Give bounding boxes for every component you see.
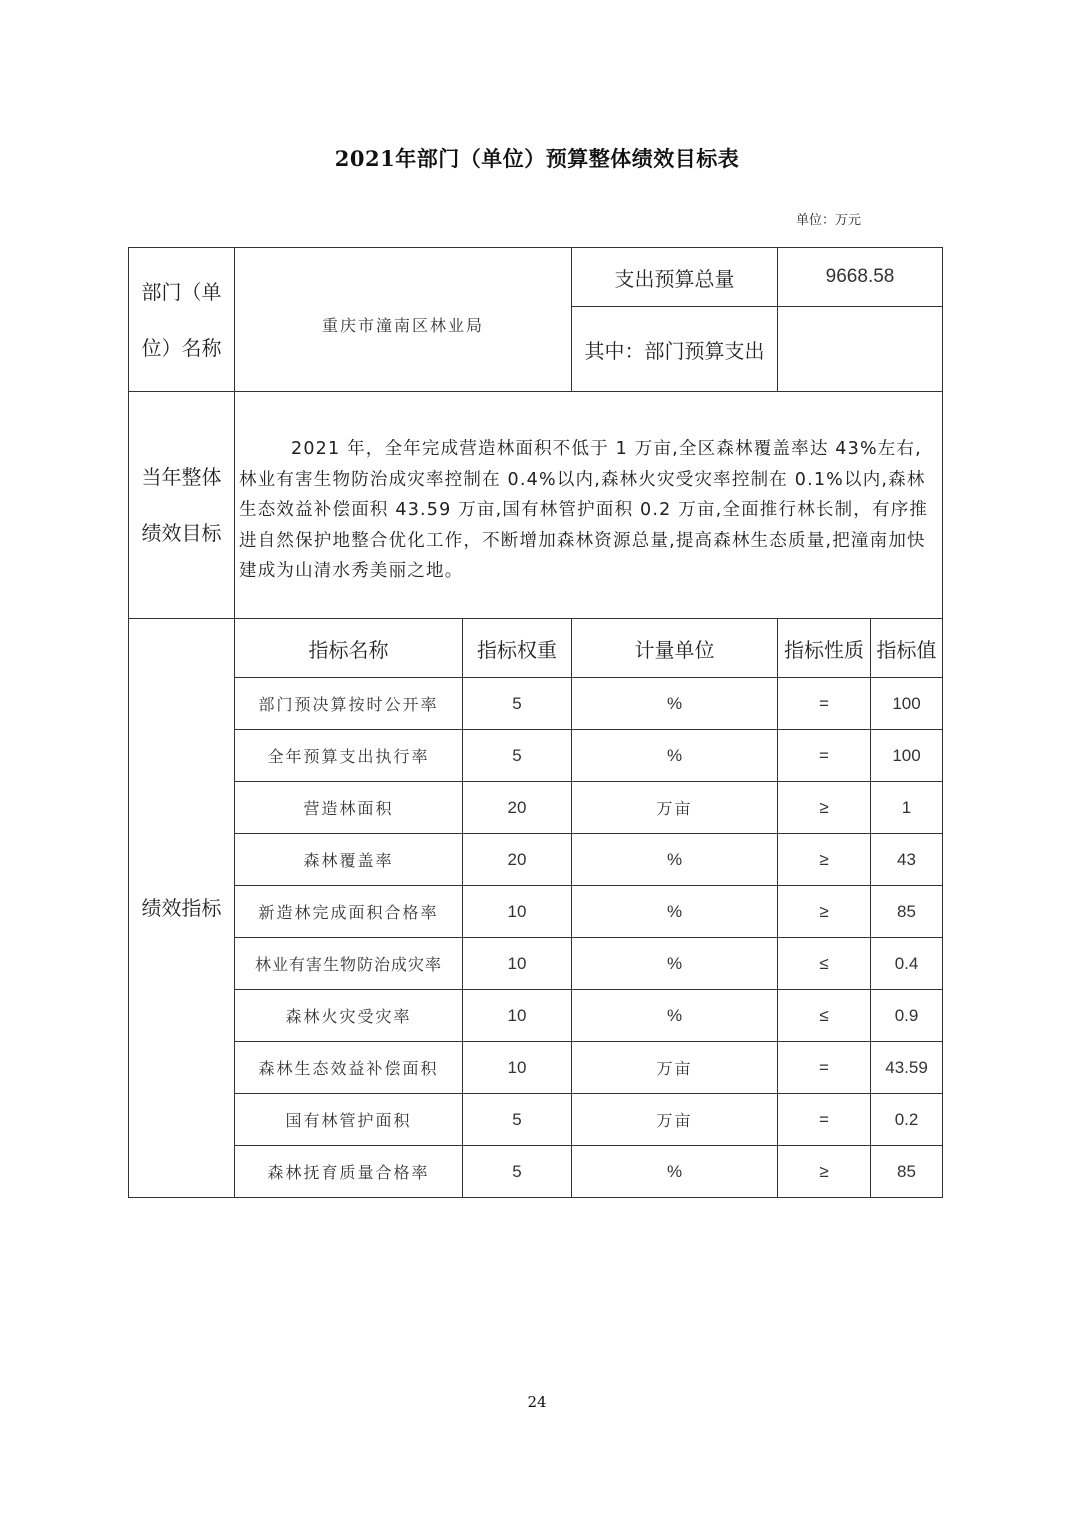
total-budget-label: 支出预算总量	[572, 248, 778, 307]
table-row	[129, 782, 943, 834]
column-header-weight: 指标权重	[463, 619, 572, 678]
indicator-value: 0.2	[871, 1094, 943, 1146]
document-title: 2021年部门（单位）预算整体绩效目标表	[334, 146, 740, 171]
table-row	[129, 990, 943, 1042]
goal-label-cell	[129, 392, 235, 619]
total-budget-value: 9668.58	[778, 248, 943, 307]
goal-label-line1: 当年整体	[141, 465, 222, 489]
indicator-nature: =	[778, 730, 871, 782]
indicator-section-label: 绩效指标	[129, 619, 235, 1198]
indicator-unit: 万亩	[572, 1094, 778, 1146]
indicator-unit: %	[572, 1146, 778, 1198]
indicator-weight: 20	[463, 782, 572, 834]
indicator-header-row	[129, 619, 943, 678]
table-row	[129, 834, 943, 886]
dept-budget-value	[778, 307, 943, 392]
indicator-weight: 5	[463, 678, 572, 730]
indicator-name: 森林抚育质量合格率	[235, 1146, 463, 1198]
indicator-weight: 10	[463, 938, 572, 990]
indicator-name: 国有林管护面积	[235, 1094, 463, 1146]
indicator-value: 0.9	[871, 990, 943, 1042]
indicator-weight: 5	[463, 730, 572, 782]
indicator-nature: =	[778, 1094, 871, 1146]
indicator-value: 0.4	[871, 938, 943, 990]
indicator-nature: =	[778, 1042, 871, 1094]
indicator-name: 全年预算支出执行率	[235, 730, 463, 782]
table-row	[129, 1042, 943, 1094]
dept-name: 重庆市潼南区林业局	[235, 248, 572, 392]
dept-label-line1: 部门（单	[141, 279, 222, 304]
indicator-unit: %	[572, 730, 778, 782]
table-row	[129, 730, 943, 782]
table-row	[129, 1094, 943, 1146]
indicator-unit: %	[572, 938, 778, 990]
indicator-unit: 万亩	[572, 1042, 778, 1094]
dept-label-cell	[129, 248, 235, 392]
indicator-value: 100	[871, 678, 943, 730]
indicator-unit: %	[572, 834, 778, 886]
indicator-unit: %	[572, 990, 778, 1042]
column-header-nature: 指标性质	[778, 619, 871, 678]
dept-label-line2: 位）名称	[141, 335, 222, 360]
indicator-value: 85	[871, 886, 943, 938]
column-header-unit: 计量单位	[572, 619, 778, 678]
indicator-weight: 20	[463, 834, 572, 886]
page-number: 24	[527, 1393, 547, 1411]
goal-text: 2021 年，全年完成营造林面积不低于 1 万亩,全区森林覆盖率达 43%左右,林业有害生物防治成灾率控制在 0.4%以内,森林火灾受灾率控制在 0.1%以内,森林生态效益补偿面积 43.59 万亩,国有林管护面积 0.2 万亩,全面推行林长制，有序推进自然保护地整合优化工作，不断增加森林资源总量,提高森林生态质量,把潼南加快建成为山清水秀美丽之地。	[239, 439, 929, 581]
unit-note: 单位：万元	[796, 213, 862, 228]
goal-label-line2: 绩效目标	[141, 521, 222, 545]
indicator-nature: ≥	[778, 782, 871, 834]
column-header-name: 指标名称	[235, 619, 463, 678]
indicator-nature: ≥	[778, 886, 871, 938]
indicator-nature: ≥	[778, 834, 871, 886]
indicator-value: 43.59	[871, 1042, 943, 1094]
indicator-unit: %	[572, 886, 778, 938]
indicator-unit: 万亩	[572, 782, 778, 834]
indicator-name: 林业有害生物防治成灾率	[235, 938, 463, 990]
performance-target-table	[128, 247, 943, 1198]
dept-row-1	[129, 248, 943, 307]
table-row	[129, 886, 943, 938]
table-row	[129, 678, 943, 730]
indicator-unit: %	[572, 678, 778, 730]
table-row	[129, 938, 943, 990]
indicator-name: 森林覆盖率	[235, 834, 463, 886]
indicator-value: 85	[871, 1146, 943, 1198]
indicator-name: 森林生态效益补偿面积	[235, 1042, 463, 1094]
indicator-value: 1	[871, 782, 943, 834]
indicator-nature: =	[778, 678, 871, 730]
indicator-name: 新造林完成面积合格率	[235, 886, 463, 938]
indicator-nature: ≥	[778, 1146, 871, 1198]
column-header-value: 指标值	[871, 619, 943, 678]
indicator-nature: ≤	[778, 938, 871, 990]
indicator-name: 营造林面积	[235, 782, 463, 834]
indicator-weight: 5	[463, 1146, 572, 1198]
indicator-weight: 5	[463, 1094, 572, 1146]
indicator-nature: ≤	[778, 990, 871, 1042]
indicator-name: 森林火灾受灾率	[235, 990, 463, 1042]
indicator-weight: 10	[463, 990, 572, 1042]
indicator-weight: 10	[463, 886, 572, 938]
goal-text-cell	[235, 392, 943, 619]
dept-budget-label: 其中：部门预算支出	[572, 307, 778, 392]
goal-row	[129, 392, 943, 619]
indicator-value: 43	[871, 834, 943, 886]
indicator-name: 部门预决算按时公开率	[235, 678, 463, 730]
indicator-value: 100	[871, 730, 943, 782]
table-row	[129, 1146, 943, 1198]
indicator-weight: 10	[463, 1042, 572, 1094]
